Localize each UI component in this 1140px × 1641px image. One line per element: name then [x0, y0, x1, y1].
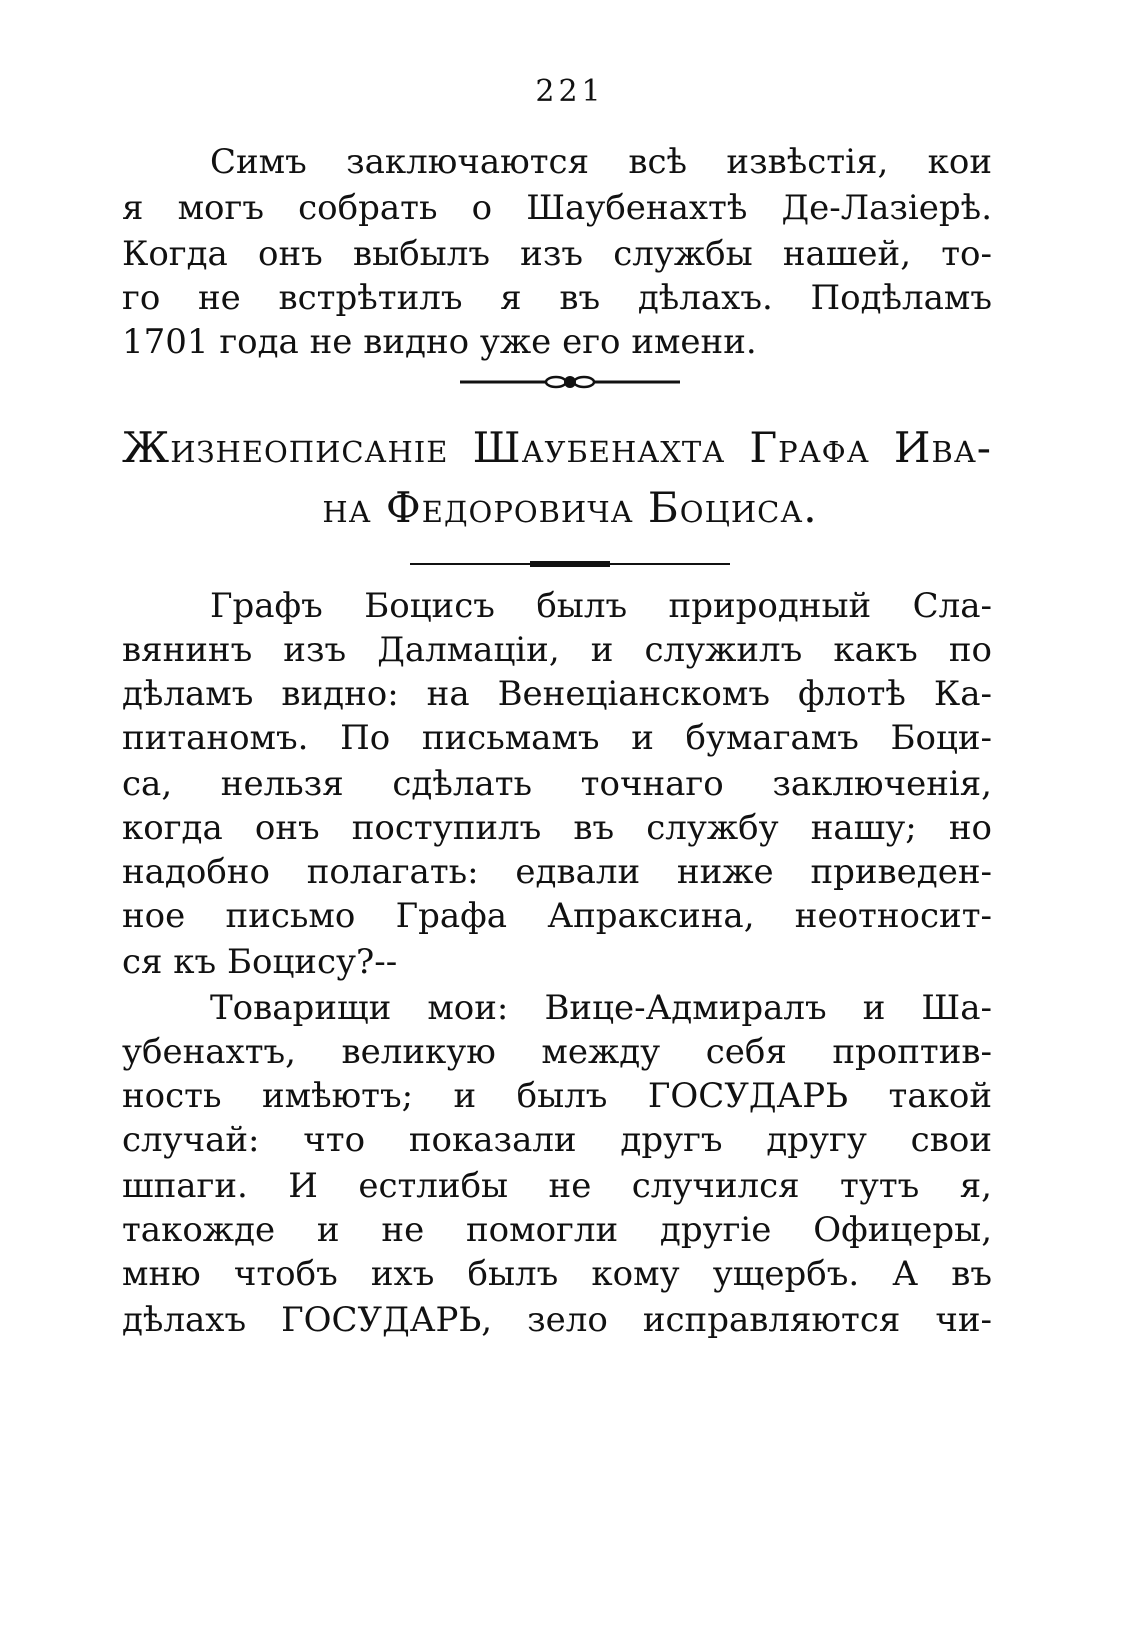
paragraph2-line: ное письмо Графа Апраксина, неотносит- [122, 896, 992, 936]
paragraph3-line: случай: что показали другъ другу свои [122, 1120, 992, 1160]
paragraph2-line: ся къ Боцису?-- [122, 942, 398, 982]
paragraph2-line: Графъ Боцисъ былъ природный Сла- [210, 586, 992, 626]
paragraph3-line: ность имѣютъ; и былъ ГОСУДАРЬ такой [122, 1076, 992, 1116]
paragraph2-line: питаномъ. По письмамъ и бумагамъ Боци- [122, 718, 992, 758]
ornament-divider-icon [0, 554, 1140, 574]
paragraph1-line: го не встрѣтилъ я въ дѣлахъ. Подѣламъ [122, 278, 992, 318]
chapter-heading-line-2: на Федоровича Боциса. [322, 483, 818, 532]
paragraph2-line: дѣламъ видно: на Венеціанскомъ флотѣ Ка- [122, 674, 992, 714]
page-number: 221 [535, 74, 605, 109]
paragraph2-line: надобно полагать: едвали ниже приведен- [122, 852, 992, 892]
chapter-heading-line-1: Жизнеописаніе Шаубенахта Графа Ива- [122, 423, 992, 472]
paragraph3-line: убенахтъ, великую между себя проптив- [122, 1032, 992, 1072]
paragraph3-line: Товарищи мои: Вице-Адмиралъ и Ша- [210, 988, 992, 1028]
paragraph1-line: Симъ заключаются всѣ извѣстія, кои [210, 142, 992, 182]
paragraph3-line: шпаги. И естлибы не случился тутъ я, [122, 1166, 992, 1206]
paragraph1-line: 1701 года не видно уже его имени. [122, 322, 757, 362]
paragraph1-line: Когда онъ выбылъ изъ службы нашей, то- [122, 234, 992, 274]
paragraph3-line: такожде и не помогли другіе Офицеры, [122, 1210, 992, 1250]
paragraph2-line: когда онъ поступилъ въ службу нашу; но [122, 808, 992, 848]
paragraph2-line: са, нельзя сдѣлать точнаго заключенія, [122, 764, 992, 804]
paragraph1-line: я могъ собрать о Шаубенахтѣ Де-Лазіерѣ. [122, 188, 992, 228]
ornament-divider-icon [0, 372, 1140, 392]
paragraph2-line: вянинъ изъ Далмаціи, и служилъ какъ по [122, 630, 992, 670]
paragraph3-line: дѣлахъ ГОСУДАРЬ, зело исправляются чи- [122, 1300, 992, 1340]
paragraph3-line: мню чтобъ ихъ былъ кому ущербъ. А въ [122, 1254, 992, 1294]
